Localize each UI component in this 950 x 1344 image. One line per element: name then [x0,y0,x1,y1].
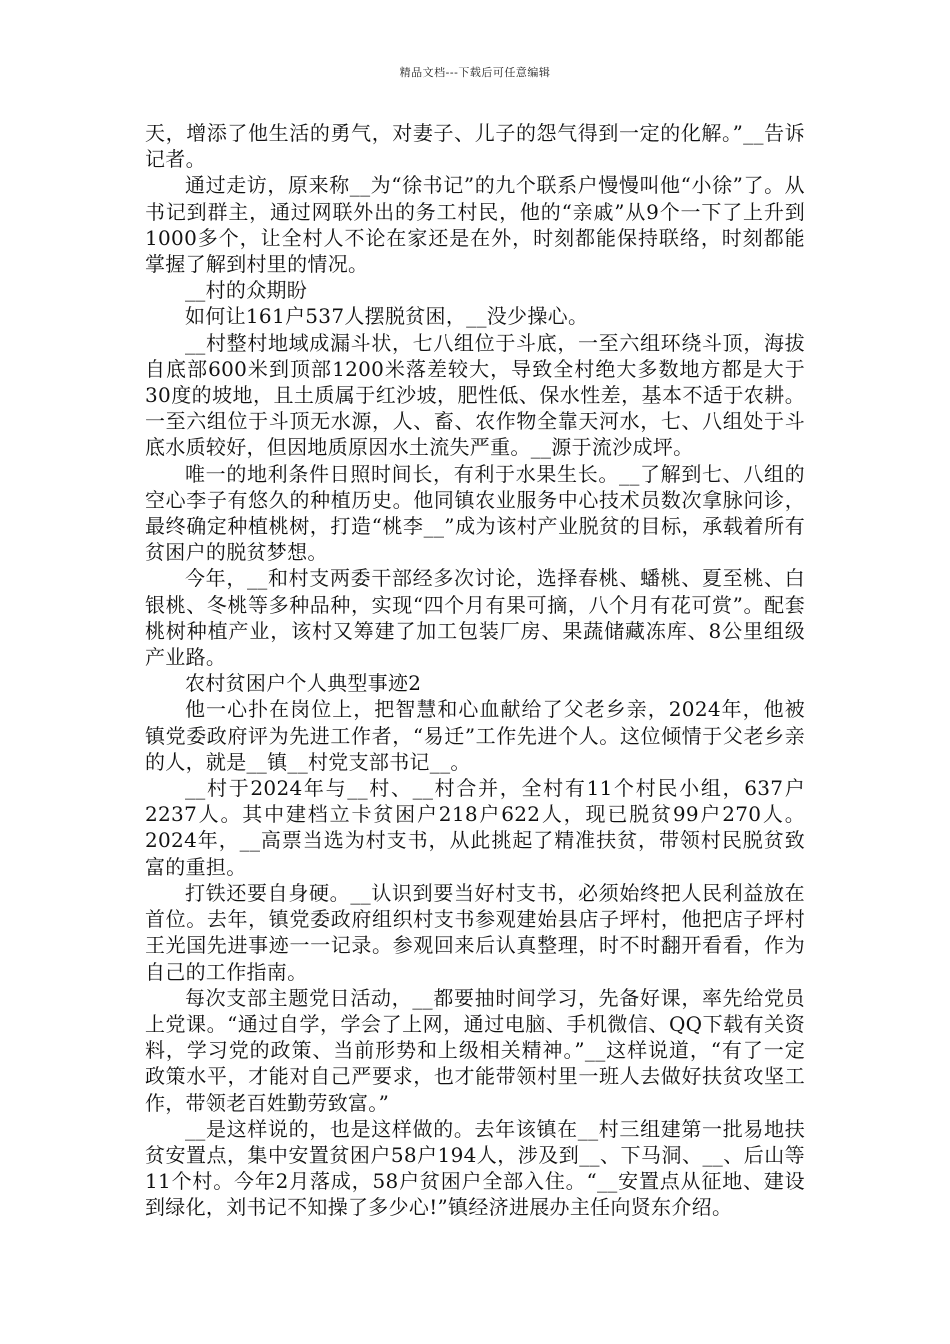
paragraph-3: 如何让161户537人摆脱贫困，__没少操心。 [185,304,589,329]
page-header: 精品文档---下载后可任意编辑 [399,66,551,79]
section-heading-typical-deeds-2: 农村贫困户个人典型事迹2 [185,671,422,696]
paragraph-7: 他一心扑在岗位上，把智慧和心血献给了父老乡亲，2024年，他被镇党委政府评为先进工作者，“易迁”工作先进个人。这位倾情于父老乡亲的人，就是__镇__村党支部书记__。 [145,697,805,774]
paragraph-5: 唯一的地利条件日照时间长，有利于水果生长。__了解到七、八组的空心李子有悠久的种植历史。他同镇农业服务中心技术员数次拿脉问诊，最终确定种植桃树，打造“桃李__”成为该村产业脱贫的目标，承载着所有贫困户的脱贫梦想。 [145,461,805,565]
paragraph-8: __村于2024年与__村、__村合并，全村有11个村民小组，637户2237人。其中建档立卡贫困户218户622人，现已脱贫99户270人。2024年，__高票当选为村支书，从此挑起了精准扶贫，带领村民脱贫致富的重担。 [145,776,805,879]
paragraph-1: 天，增添了他生活的勇气，对妻子、儿子的怨气得到一定的化解。”__告诉记者。 [145,121,805,172]
paragraph-11: __是这样说的，也是这样做的。去年该镇在__村三组建第一批易地扶贫安置点，集中安置贫困户58户194人，涉及到__、下马洞、__、后山等11个村。今年2月落成，58户贫困户全部入住。“__安置点从征地、建设到绿化，刘书记不知操了多少心!”镇经济进展办主任向贤东介绍。 [145,1116,805,1220]
paragraph-2: 通过走访，原来称__为“徐书记”的九个联系户慢慢叫他“小徐”了。从书记到群主，通过网联外出的务工村民，他的“亲戚”从9个一下了上升到1000多个，让全村人不论在家还是在外，时刻都能保持联络，时刻都能掌握了解到村里的情况。 [145,173,805,277]
paragraph-9: 打铁还要自身硬。__认识到要当好村支书，必须始终把人民利益放在首位。去年，镇党委政府组织村支书参观建始县店子坪村，他把店子坪村王光国先进事迹一一记录。参观回来后认真整理，时不时翻开看看，作为自己的工作指南。 [145,880,805,984]
document-body [145,120,805,1221]
paragraph-10: 每次支部主题党日活动，__都要抽时间学习，先备好课，率先给党员上党课。“通过自学，学会了上网，通过电脑、手机微信、QQ下载有关资料，学习党的政策、当前形势和上级相关精神。”__这样说道，“有了一定政策水平，才能对自己严要求，也才能带领村里一班人去做好扶贫攻坚工作，带领老百姓勤劳致富。” [145,985,805,1115]
section-heading-village-expectation: __村的众期盼 [185,278,308,303]
paragraph-4: __村整村地域成漏斗状，七八组位于斗底，一至六组环绕斗顶，海拔自底部600米到顶部1200米落差较大，导致全村绝大多数地方都是大于30度的坡地，且土质属于红沙坡，肥性低、保水性差，基本不适于农耕。一至六组位于斗顶无水源，人、畜、农作物全靠天河水，七、八组处于斗底水质较好，但因地质原因水土流失严重。__源于流沙成坪。 [145,330,805,460]
paragraph-6: 今年，__和村支两委干部经多次讨论，选择春桃、蟠桃、夏至桃、白银桃、冬桃等多种品种，实现“四个月有果可摘，八个月有花可赏”。配套桃树种植产业，该村又筹建了加工包装厂房、果蔬储藏冻库、8公里组级产业路。 [145,566,805,670]
